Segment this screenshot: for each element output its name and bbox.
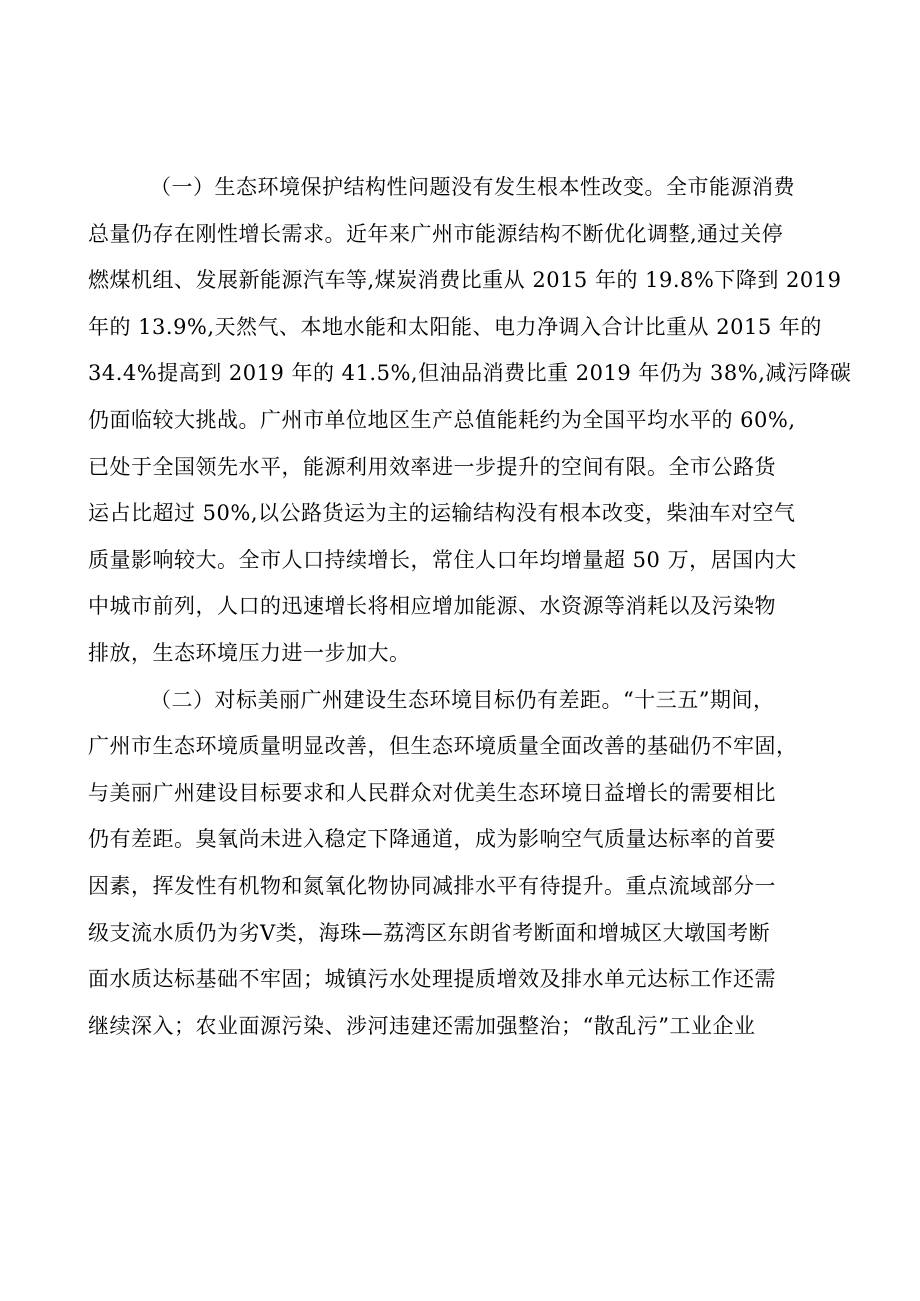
text-line: 仍面临较大挑战。广州市单位地区生产总值能耗约为全国平均水平的 60%, <box>88 407 796 432</box>
text-line: 仍有差距。臭氧尚未进入稳定下降通道，成为影响空气质量达标率的首要 <box>88 827 776 852</box>
paragraph-1 <box>88 164 852 677</box>
text-line: 面水质达标基础不牢固；城镇污水处理提质增效及排水单元达标工作还需 <box>88 967 776 992</box>
text-line: 与美丽广州建设目标要求和人民群众对优美生态环境日益增长的需要相比 <box>88 780 776 805</box>
text-line: 燃煤机组、发展新能源汽车等,煤炭消费比重从 2015 年的 19.8%下降到 2019 <box>88 268 842 293</box>
text-line: 级支流水质仍为劣Ⅴ类，海珠—荔湾区东朗省考断面和增城区大墩国考断 <box>88 920 771 945</box>
text-line: 继续深入；农业面源污染、涉河违建还需加强整治；“散乱污”工业企业 <box>88 1013 756 1038</box>
text-line: 年的 13.9%,天然气、本地水能和太阳能、电力净调入合计比重从 2015 年的 <box>88 314 822 339</box>
text-line: 因素，挥发性有机物和氮氧化物协同减排水平有待提升。重点流域部分一 <box>88 873 776 898</box>
document-body <box>88 164 852 1049</box>
text-line: （一）生态环境保护结构性问题没有发生根本性改变。全市能源消费 <box>150 175 795 199</box>
text-line: 运占比超过 50%,以公路货运为主的运输结构没有根本改变，柴油车对空气 <box>88 501 796 526</box>
text-line: 34.4%提高到 2019 年的 41.5%,但油品消费比重 2019 年仍为 38%,减污降碳 <box>88 361 852 386</box>
text-line: 已处于全国领先水平，能源利用效率进一步提升的空间有限。全市公路货 <box>88 454 776 479</box>
text-line: 中城市前列，人口的迅速增长将相应增加能源、水资源等消耗以及污染物 <box>88 594 776 619</box>
text-line: （二）对标美丽广州建设生态环境目标仍有差距。“十三五”期间， <box>150 687 775 712</box>
text-line: 质量影响较大。全市人口持续增长，常住人口年均增量超 50 万，居国内大 <box>88 547 797 572</box>
text-line: 广州市生态环境质量明显改善，但生态环境质量全面改善的基础仍不牢固， <box>88 734 798 759</box>
text-line: 总量仍存在刚性增长需求。近年来广州市能源结构不断优化调整,通过关停 <box>88 221 784 246</box>
paragraph-2 <box>88 677 848 1050</box>
text-line: 排放，生态环境压力进一步加大。 <box>88 640 411 665</box>
